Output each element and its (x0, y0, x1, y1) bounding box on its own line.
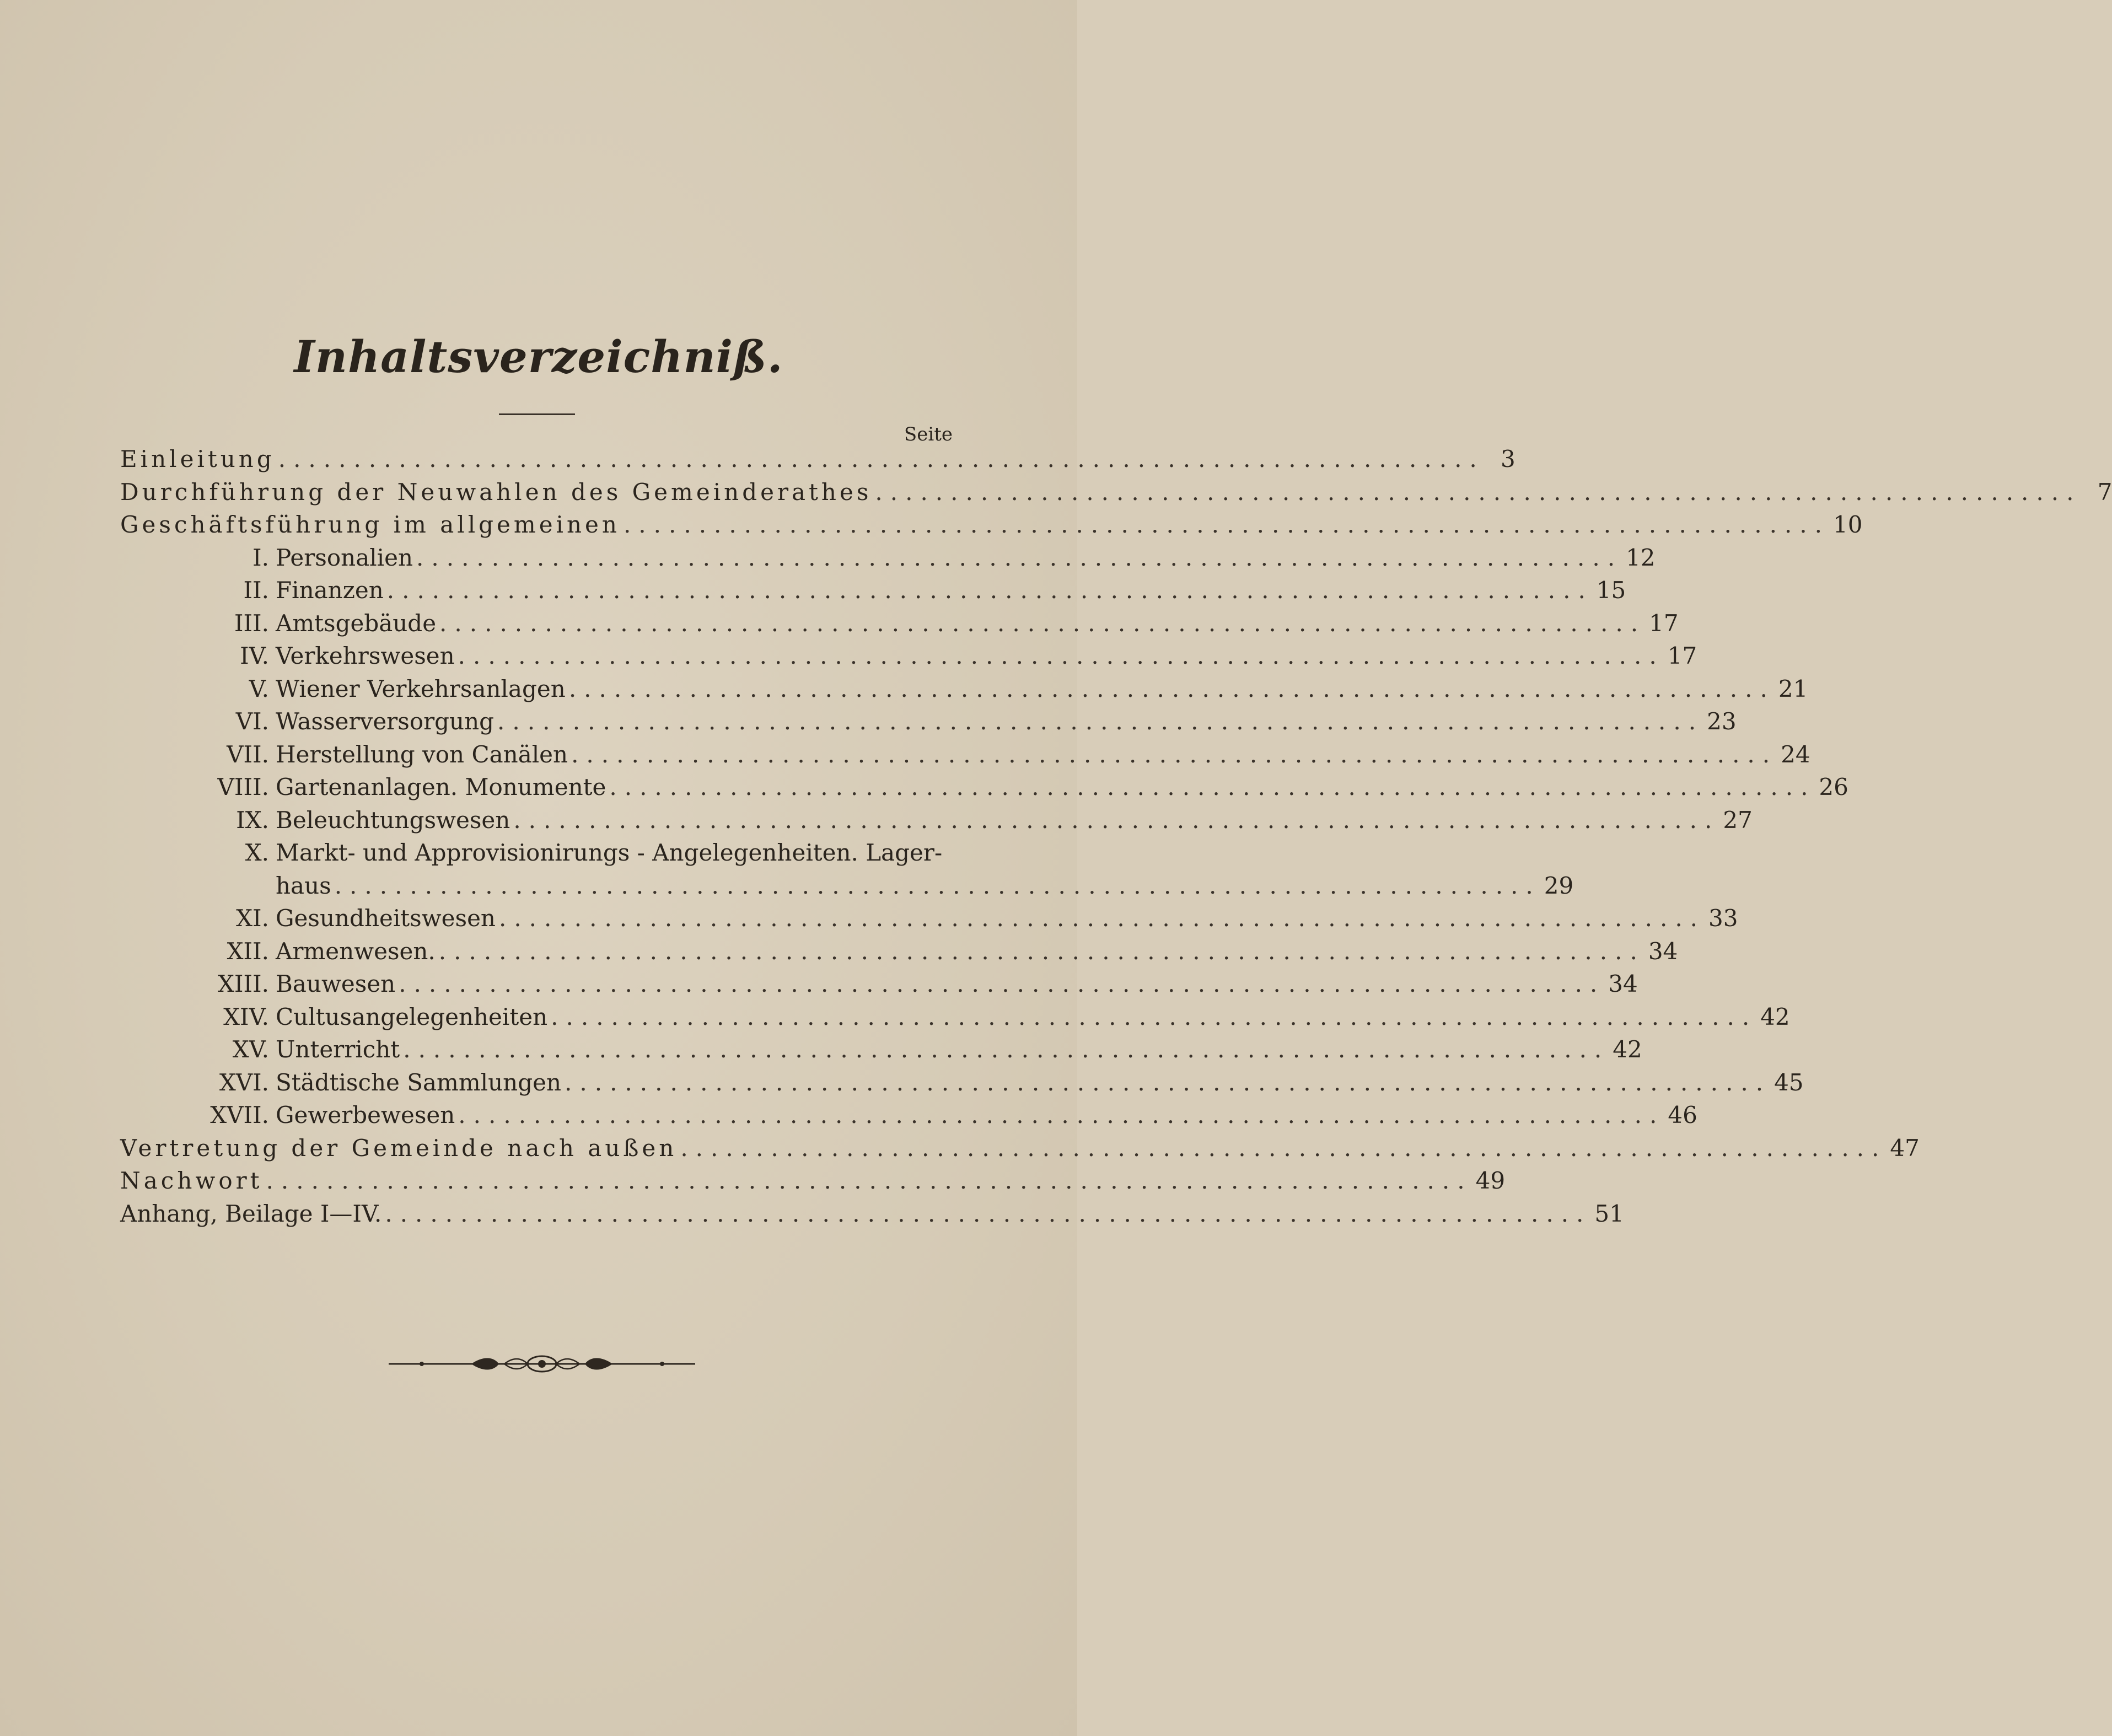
toc-entry-page: 46 (1668, 1101, 1697, 1128)
toc-entry-label: Armenwesen. (276, 938, 436, 965)
toc-entry-label: Gewerbewesen (276, 1101, 455, 1128)
toc-entry-page: 23 (1707, 708, 1737, 735)
toc-entry-label: Wasserversorgung (276, 708, 495, 735)
toc-entry-page: 17 (1667, 642, 1697, 669)
page-column-header: Seite (904, 423, 953, 445)
toc-entry-number: XII. (227, 938, 269, 965)
toc-entry (276, 872, 1574, 903)
toc-entry-number: XV. (232, 1036, 269, 1063)
page-title: Inhaltsverzeichniß. (294, 331, 783, 383)
toc-entry-page: 24 (1781, 741, 1810, 768)
toc-entry (223, 1003, 1790, 1034)
toc-entry-page: 45 (1774, 1069, 1804, 1096)
dot-leader: ................................................................................ (403, 1036, 1610, 1063)
toc-entry-page: 42 (1613, 1036, 1642, 1063)
toc-entry (236, 807, 1753, 837)
toc-entry-label: haus (276, 872, 331, 899)
toc-entry-page: 49 (1475, 1167, 1506, 1194)
toc-entry (245, 839, 953, 870)
toc-entry-page: 12 (1626, 544, 1656, 571)
toc-entry (120, 445, 1516, 476)
toc-entry-label: Durchführung der Neuwahlen des Gemeinderathes (120, 479, 872, 506)
toc-entry-number: II. (243, 577, 269, 604)
dot-leader: ................................................................................ (278, 445, 1485, 472)
toc-entry (227, 741, 1810, 772)
toc-entry-number: XIV. (223, 1003, 269, 1030)
toc-entry-label: Personalien (276, 544, 413, 571)
toc-entry-number: V. (249, 675, 269, 702)
toc-entry-page: 33 (1708, 905, 1738, 932)
toc-entry-number: VIII. (217, 773, 269, 800)
toc-entry-page: 34 (1608, 970, 1638, 997)
toc-entry-label: Bauwesen (276, 970, 396, 997)
toc-entry-number: I. (252, 544, 269, 571)
dot-leader: ................................................................................ (568, 675, 1775, 702)
toc-entry-label: Wiener Verkehrsanlagen (276, 675, 566, 702)
toc-entry-label: Gartenanlagen. Monumente (276, 773, 606, 800)
dot-leader: ................................................................................ (565, 1069, 1771, 1096)
toc-entry-label: Beleuchtungswesen (276, 807, 510, 834)
toc-entry (249, 675, 1808, 706)
toc-entry-page: 34 (1648, 938, 1678, 965)
toc-entry-page: 15 (1596, 577, 1626, 604)
toc-entry-number: XVII. (210, 1101, 269, 1128)
dot-leader: ................................................................................ (498, 905, 1706, 932)
toc-entry-number: III. (234, 610, 269, 637)
toc-entry (120, 1200, 1624, 1231)
toc-entry-number: VI. (235, 708, 269, 735)
toc-entry (252, 544, 1656, 575)
toc-entry-number: X. (245, 839, 269, 866)
toc-entry-number: IV. (240, 642, 269, 669)
toc-entry-label: Amtsgebäude (276, 610, 437, 637)
dot-leader: ................................................................................ (386, 577, 1593, 604)
toc-entry-page: 10 (1832, 511, 1863, 538)
toc-entry-page: 3 (1501, 445, 1516, 472)
dot-leader: ................................................................................ (416, 544, 1623, 571)
toc-entry (236, 905, 1738, 936)
toc-entry (240, 642, 1697, 673)
dot-leader: ................................................................................ (623, 511, 1830, 538)
toc-entry (234, 610, 1679, 641)
toc-entry-page: 29 (1544, 872, 1574, 899)
ornament-divider (389, 1352, 695, 1376)
dot-leader: ................................................................................ (266, 1167, 1473, 1194)
toc-entry-label: Städtische Sammlungen (276, 1069, 562, 1096)
toc-entry-number: XI. (236, 905, 269, 932)
toc-entry-page: 27 (1723, 807, 1753, 834)
toc-entry (227, 938, 1678, 969)
toc-entry-label: Vertretung der Gemeinde nach außen (120, 1135, 678, 1162)
toc-entry-number: XVI. (219, 1069, 269, 1096)
toc-entry-label: Finanzen (276, 577, 384, 604)
dot-leader: ................................................................................ (458, 1101, 1665, 1128)
toc-entry-label: Anhang, Beilage I—IV. (120, 1200, 382, 1227)
toc-entry-label: Cultusangelegenheiten (276, 1003, 548, 1030)
toc-entry-number: XIII. (217, 970, 269, 997)
toc-entry-page: 51 (1594, 1200, 1624, 1227)
toc-entry (120, 1167, 1506, 1198)
dot-leader: ................................................................................ (680, 1135, 1887, 1162)
dot-leader: ................................................................................ (551, 1003, 1758, 1030)
dot-leader: ................................................................................ (875, 479, 2082, 506)
toc-entry-label: Einleitung (120, 445, 275, 472)
dot-leader: ................................................................................ (497, 708, 1704, 735)
toc-entry-number: VII. (227, 741, 269, 768)
dot-leader: ................................................................................ (513, 807, 1720, 834)
dot-leader: ................................................................................ (571, 741, 1778, 768)
toc-entry-label: Markt- und Approvisionirungs - Angelegenheiten. Lager- (276, 839, 943, 866)
toc-entry-label: Nachwort (120, 1167, 263, 1194)
toc-entry (217, 773, 1848, 804)
dot-leader: ................................................................................ (399, 970, 1605, 997)
dot-leader: ................................................................................ (438, 938, 1645, 965)
toc-entry-label: Verkehrswesen (276, 642, 455, 669)
toc-entry (217, 970, 1638, 1001)
dot-leader: ................................................................................ (458, 642, 1664, 669)
toc-entry (210, 1101, 1697, 1132)
dot-leader: ................................................................................ (439, 610, 1646, 637)
toc-entry (232, 1036, 1642, 1067)
toc-entry-page: 47 (1890, 1135, 1920, 1162)
dot-leader: ................................................................................ (385, 1200, 1592, 1227)
toc-entry (120, 1135, 1920, 1165)
toc-entry (219, 1069, 1804, 1100)
toc-entry-label: Herstellung von Canälen (276, 741, 568, 768)
toc-entry-page: 21 (1778, 675, 1808, 702)
toc-entry (120, 479, 2112, 509)
toc-entry-page: 42 (1760, 1003, 1790, 1030)
toc-entry-label: Geschäftsführung im allgemeinen (120, 511, 620, 538)
toc-entry (243, 577, 1626, 608)
toc-entry (235, 708, 1737, 739)
toc-entry-label: Gesundheitswesen (276, 905, 496, 932)
toc-entry-number: IX. (236, 807, 269, 834)
toc-entry-page: 26 (1819, 773, 1848, 800)
toc-entry-page: 17 (1649, 610, 1679, 637)
dot-leader: ................................................................................ (334, 872, 1541, 899)
toc-entry-label: Unterricht (276, 1036, 400, 1063)
dot-leader: ................................................................................ (609, 773, 1816, 800)
toc-entry-page: 7 (2097, 479, 2112, 506)
toc-entry (120, 511, 1863, 542)
